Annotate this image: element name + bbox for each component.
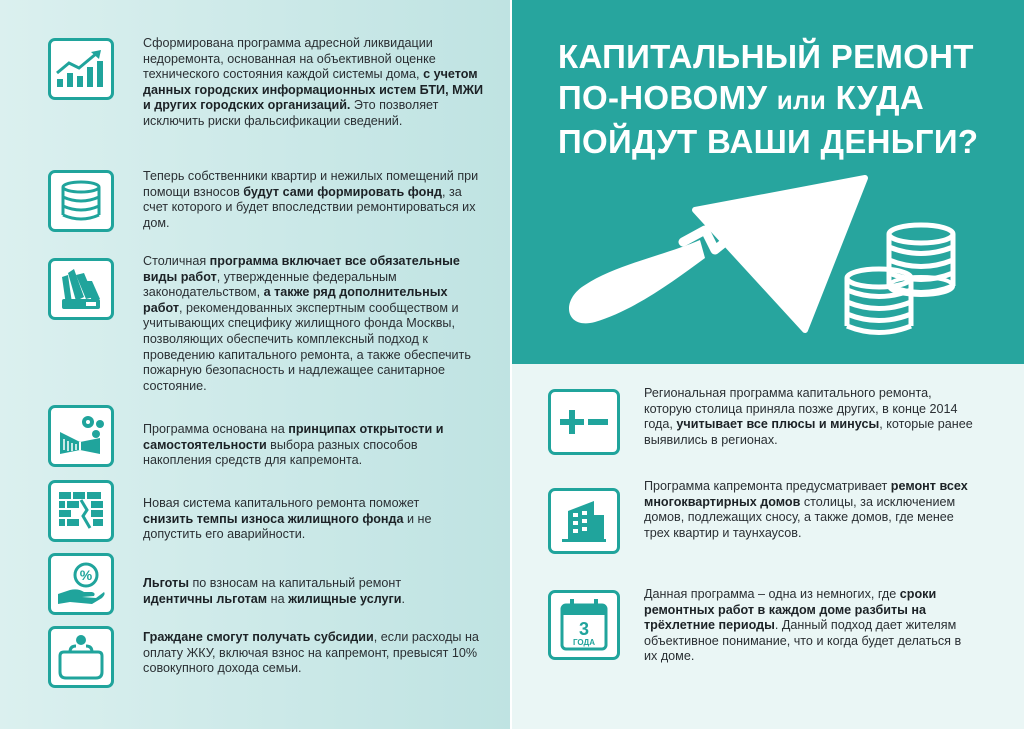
wallet-icon (58, 634, 104, 680)
title-line-1: КАПИТАЛЬНЫЙ РЕМОНТ (558, 38, 974, 75)
left-item-2 (143, 169, 483, 231)
text: Это позволяет исключить риски фальсификации сведений. (143, 98, 439, 128)
book-gears-icon-box (48, 405, 114, 467)
calendar-number: 3 (578, 619, 590, 639)
calendar-label: ГОДА (572, 638, 596, 647)
text: . (401, 591, 406, 606)
text: Новая система капитального ремонта поможет (143, 496, 420, 510)
brick-wall-icon-box (48, 480, 114, 542)
bold-text: Граждане смогут получать субсидии (143, 630, 374, 644)
text: Сформирована программа адресной ликвидации недоремонта, основанная на объективной оценке технического состояния каждой системы дома, (143, 36, 436, 82)
left-item-3 (143, 254, 483, 394)
building-icon (560, 499, 608, 543)
text: Программа основана на (143, 422, 289, 436)
text: на (267, 591, 289, 606)
book-gears-icon (56, 414, 106, 458)
text: Региональная программа капитального ремонта, которую столица приняла позже других, в конце 2014 года, (644, 386, 958, 432)
bold-text: снизить темпы износа жилищного фонда (143, 511, 404, 526)
left-item-5 (143, 496, 443, 543)
title-line-2: ПО-НОВОМУ или КУДА (558, 79, 924, 116)
trowel-icon (555, 170, 875, 340)
text: столицы, за исключением домов, подлежащих сносу, а также домов, где менее трех квартир и таунхаусов. (644, 494, 956, 540)
color-swatches-icon-box (48, 258, 114, 320)
growth-chart-icon-box (48, 38, 114, 100)
text: Программа капремонта предусматривает (644, 479, 891, 493)
right-item-1 (644, 386, 974, 448)
text: по взносам на капитальный ремонт (188, 576, 402, 590)
svg-text:%: % (79, 567, 93, 583)
percent-hand-icon-box (48, 553, 114, 615)
text: , рекомендованных экспертным сообществом и учитывающих специфику жилищного фонда Москвы, позволяющих обеспечить комплексный подход к проведению капитального ремонта, а также обеспечить пожарную безопасность и надлежащее санитарное состояние. (143, 300, 471, 393)
wallet-icon-box (48, 626, 114, 688)
left-item-6 (143, 576, 433, 607)
calendar-icon (556, 597, 612, 653)
bold-text: Льготы (143, 576, 189, 590)
left-item-7 (143, 630, 483, 677)
coin-stack-icon (59, 180, 103, 222)
percent-hand-icon (56, 562, 106, 606)
plus-minus-icon-box (548, 389, 620, 455)
color-swatches-icon (58, 267, 104, 311)
text: Данная программа – одна из немногих, где (644, 587, 900, 601)
bold-text: идентичны льготам (143, 591, 268, 606)
left-item-4 (143, 422, 453, 469)
text: Столичная (143, 254, 210, 268)
text: , если расходы на оплату ЖКУ, включая взнос на капремонт, превысят 10% совокупного дохода семьи. (143, 630, 479, 676)
text: , которые ранее выявились в регионах. (644, 417, 973, 447)
left-item-1 (143, 36, 488, 130)
bold-text: программа включает все обязательные виды работ (143, 254, 460, 284)
bold-text: принципах открытости и самостоятельности (143, 422, 444, 452)
bold-text: с учетом данных городских информационных истем БТИ, МЖИ и других городских организаций. (143, 67, 484, 113)
brick-wall-icon (57, 490, 105, 532)
plus-minus-icon (556, 404, 612, 440)
calendar-icon-box (548, 590, 620, 660)
text: и не допустить его аварийности. (143, 511, 432, 542)
growth-chart-icon (55, 49, 107, 89)
coin-stack-icon-box (48, 170, 114, 232)
bold-text: жилищные услуги (288, 591, 402, 606)
title-line-3: ПОЙДУТ ВАШИ ДЕНЬГИ? (558, 123, 979, 160)
right-item-3 (644, 587, 974, 665)
building-icon-box (548, 488, 620, 554)
bold-text: ремонт всех многоквартирных домов (644, 479, 968, 509)
bold-text: учитывает все плюсы и минусы (676, 417, 880, 432)
text: Теперь собственники квартир и нежилых помещений при помощи взносов (143, 169, 479, 199)
text: . Данный подход дает жителям объективное понимание, что и когда будет делаться в их доме. (644, 618, 962, 664)
coins-icon (843, 222, 963, 340)
bold-text: а также ряд дополнительных работ (143, 285, 448, 315)
text: , за счет которого и будет впоследствии ремонтироваться их дом. (143, 184, 476, 230)
bold-text: будут сами формировать фонд (243, 184, 442, 199)
bold-text: сроки ремонтных работ в каждом доме разбиты на трёхлетние периоды (644, 587, 937, 633)
page-title (558, 36, 978, 162)
right-item-2 (644, 479, 974, 541)
text: выбора разных способов накопления средств для капремонта. (143, 437, 418, 468)
text: , утвержденные федеральным законодательством, (143, 269, 397, 300)
